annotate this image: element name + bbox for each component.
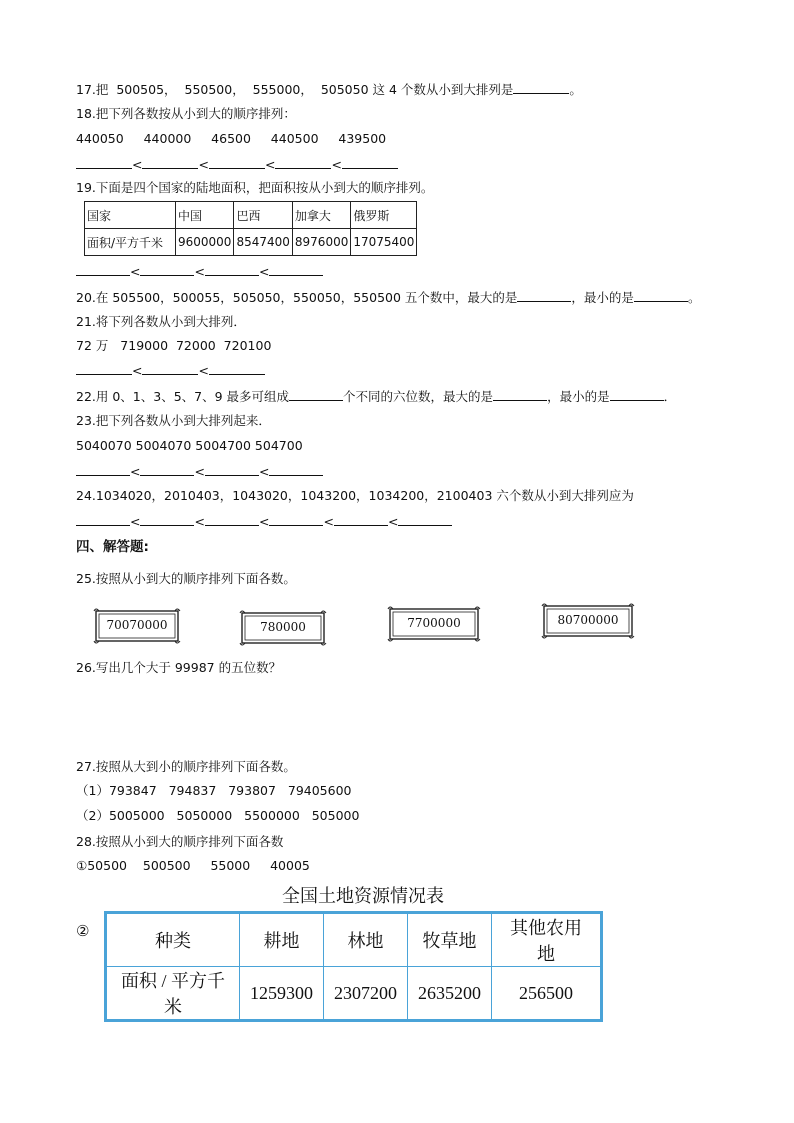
less-than-sign: < bbox=[132, 157, 143, 172]
answer-blank[interactable] bbox=[269, 263, 323, 276]
question-25-title: 25.按照从小到大的顺序排列下面各数。 bbox=[76, 571, 296, 586]
answer-blank[interactable] bbox=[342, 156, 398, 169]
table-cell: 巴西 bbox=[234, 202, 292, 229]
question-18-numbers: 440050 440000 46500 440500 439500 bbox=[76, 131, 387, 146]
question-21-title: 21.将下列各数从小到大排列． bbox=[76, 314, 246, 329]
answer-blank[interactable] bbox=[289, 388, 343, 401]
less-than-sign: < bbox=[258, 264, 270, 279]
number-card bbox=[238, 608, 328, 648]
less-than-sign: < bbox=[258, 514, 270, 529]
less-than-sign: < bbox=[323, 514, 334, 529]
table-cell: 256500 bbox=[492, 967, 602, 1021]
question-23-title: 23.把下列各数从小到大排列起来． bbox=[76, 413, 271, 428]
answer-blank[interactable] bbox=[513, 81, 569, 94]
land-resource-table bbox=[104, 911, 603, 1022]
question-24-blanks bbox=[76, 513, 452, 530]
table-cell: 俄罗斯 bbox=[351, 202, 417, 229]
question-24: 24.1034020，2010403，1043020，1043200，1034200，2100403 六个数从小到大排列应为 bbox=[76, 488, 634, 503]
punctuation: ． bbox=[663, 389, 677, 404]
question-22 bbox=[76, 388, 676, 405]
question-text: 17.把 500505， 550500， 555000， 505050 这 4 个数从小到大排列是 bbox=[76, 82, 514, 97]
question-21-blanks bbox=[76, 362, 265, 379]
answer-blank[interactable] bbox=[140, 513, 194, 526]
question-text: 22.用 0、1、3、5、7、9 最多可组成 bbox=[76, 389, 290, 404]
question-text: 个不同的六位数，最大的是 bbox=[343, 389, 494, 404]
table-cell: 林地 bbox=[324, 913, 408, 967]
less-than-sign: < bbox=[194, 264, 205, 279]
answer-blank[interactable] bbox=[275, 156, 331, 169]
question-21-numbers: 72 万 719000 72000 720100 bbox=[76, 338, 272, 353]
section-heading: 四、解答题: bbox=[76, 539, 149, 555]
table-cell: 加拿大 bbox=[292, 202, 350, 229]
answer-blank[interactable] bbox=[76, 263, 130, 276]
table-cell: 中国 bbox=[176, 202, 234, 229]
answer-blank[interactable] bbox=[140, 463, 194, 476]
table-cell: 种类 bbox=[106, 913, 240, 967]
question-23-blanks bbox=[76, 463, 323, 480]
answer-blank[interactable] bbox=[76, 513, 130, 526]
land-table-title: 全国土地资源情况表 bbox=[282, 886, 444, 906]
card-number: 780000 bbox=[260, 620, 306, 634]
answer-blank[interactable] bbox=[398, 513, 452, 526]
item-marker: ② bbox=[76, 922, 90, 940]
less-than-sign: < bbox=[264, 157, 276, 172]
answer-blank[interactable] bbox=[76, 463, 130, 476]
question-text: ，最小的是 bbox=[571, 290, 634, 305]
table-cell: 8547400 bbox=[234, 229, 292, 256]
table-cell: 面积/平方千米 bbox=[85, 229, 176, 256]
less-than-sign: < bbox=[258, 464, 270, 479]
question-19-blanks bbox=[76, 263, 323, 280]
table-cell: 牧草地 bbox=[408, 913, 492, 967]
answer-blank[interactable] bbox=[209, 362, 265, 375]
country-area-table bbox=[84, 201, 417, 256]
answer-blank[interactable] bbox=[205, 263, 259, 276]
question-text: 20.在 505500，500055，505050，550050，550500 五个数中，最大的是 bbox=[76, 290, 518, 305]
table-cell: 面积 / 平方千米 bbox=[106, 967, 240, 1021]
answer-blank[interactable] bbox=[205, 513, 259, 526]
less-than-sign: < bbox=[198, 157, 209, 172]
table-cell: 2635200 bbox=[408, 967, 492, 1021]
answer-blank[interactable] bbox=[517, 289, 571, 302]
question-27-title: 27.按照从大到小的顺序排列下面各数。 bbox=[76, 759, 296, 774]
answer-blank[interactable] bbox=[269, 513, 323, 526]
less-than-sign: < bbox=[194, 514, 205, 529]
question-18-title: 18.把下列各数按从小到大的顺序排列： bbox=[76, 106, 296, 121]
question-20 bbox=[76, 289, 700, 306]
less-than-sign: < bbox=[387, 514, 399, 529]
answer-blank[interactable] bbox=[142, 362, 198, 375]
less-than-sign: < bbox=[130, 264, 141, 279]
less-than-sign: < bbox=[331, 157, 342, 172]
card-number: 70070000 bbox=[106, 618, 168, 632]
table-cell: 2307200 bbox=[324, 967, 408, 1021]
table-cell: 1259300 bbox=[240, 967, 324, 1021]
answer-blank[interactable] bbox=[76, 362, 132, 375]
number-card bbox=[386, 604, 482, 644]
table-header-row bbox=[85, 202, 417, 229]
number-card bbox=[92, 606, 182, 646]
less-than-sign: < bbox=[132, 363, 143, 378]
less-than-sign: < bbox=[130, 464, 141, 479]
less-than-sign: < bbox=[130, 514, 141, 529]
answer-blank[interactable] bbox=[610, 388, 664, 401]
question-18-blanks bbox=[76, 156, 398, 173]
question-28-title: 28.按照从小到大的顺序排列下面各数 bbox=[76, 834, 284, 849]
question-27-line-2: （2）5005000 5050000 5500000 505000 bbox=[76, 808, 360, 823]
answer-blank[interactable] bbox=[205, 463, 259, 476]
question-27-line-1: （1）793847 794837 793807 79405600 bbox=[76, 783, 352, 798]
table-row bbox=[106, 967, 602, 1021]
answer-blank[interactable] bbox=[142, 156, 198, 169]
punctuation: 。 bbox=[687, 290, 701, 305]
table-cell: 17075400 bbox=[351, 229, 417, 256]
table-cell: 9600000 bbox=[176, 229, 234, 256]
answer-blank[interactable] bbox=[140, 263, 194, 276]
table-cell: 8976000 bbox=[292, 229, 350, 256]
question-17 bbox=[76, 81, 582, 98]
answer-blank[interactable] bbox=[209, 156, 265, 169]
question-26-title: 26.写出几个大于 99987 的五位数？ bbox=[76, 660, 282, 675]
table-cell: 国家 bbox=[85, 202, 176, 229]
answer-blank[interactable] bbox=[634, 289, 688, 302]
table-cell: 其他农用地 bbox=[492, 913, 602, 967]
question-23-numbers: 5040070 5004070 5004700 504700 bbox=[76, 438, 303, 453]
question-19-title: 19.下面是四个国家的陆地面积，把面积按从小到大的顺序排列。 bbox=[76, 180, 434, 195]
answer-blank[interactable] bbox=[269, 463, 323, 476]
table-header-row bbox=[106, 913, 602, 967]
table-row bbox=[85, 229, 417, 256]
question-28-line-1: ①50500 500500 55000 40005 bbox=[76, 858, 310, 873]
punctuation: 。 bbox=[569, 82, 582, 97]
answer-blank[interactable] bbox=[493, 388, 547, 401]
number-card bbox=[540, 601, 636, 641]
less-than-sign: < bbox=[198, 363, 209, 378]
answer-blank[interactable] bbox=[334, 513, 388, 526]
table-cell: 耕地 bbox=[240, 913, 324, 967]
card-number: 7700000 bbox=[407, 616, 461, 630]
question-text: ，最小的是 bbox=[547, 389, 610, 404]
less-than-sign: < bbox=[194, 464, 205, 479]
card-number: 80700000 bbox=[557, 613, 619, 627]
answer-blank[interactable] bbox=[76, 156, 132, 169]
